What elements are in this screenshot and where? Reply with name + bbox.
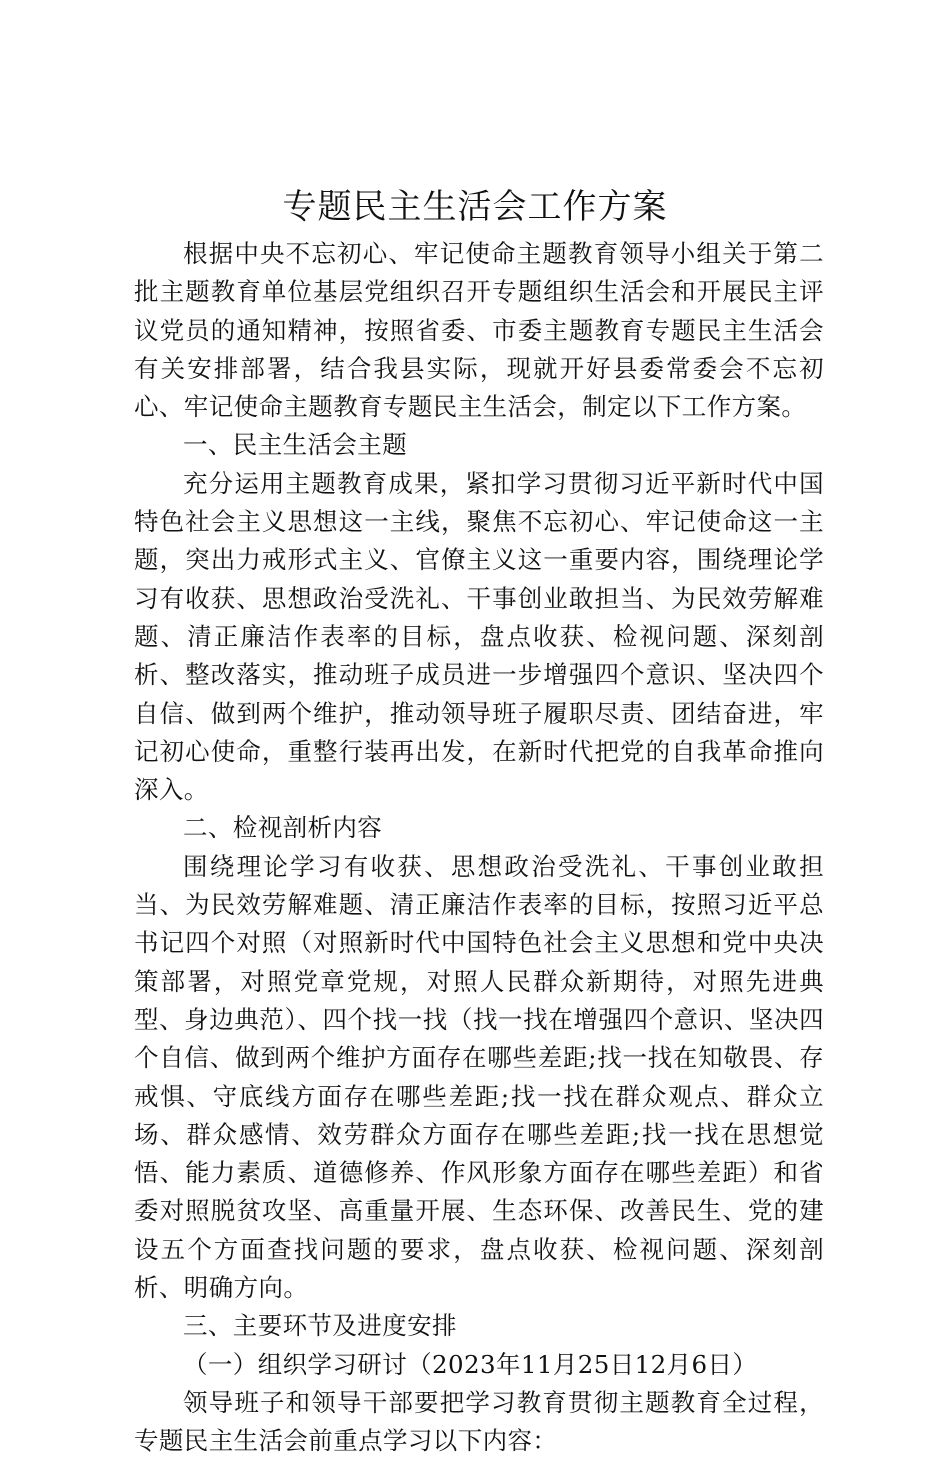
intro-paragraph: 根据中央不忘初心、牢记使命主题教育领导小组关于第二批主题教育单位基层党组织召开专题组织生活会和开展民主评议党员的通知精神，按照省委、市委主题教育专题民主生活会有关安排部署，结合我县实际，现就开好县委常委会不忘初心、牢记使命主题教育专题民主生活会，制定以下工作方案。	[134, 239, 824, 422]
section-heading: 二、检视剖析内容	[183, 813, 383, 843]
section-paragraph: 领导班子和领导干部要把学习教育贯彻主题教育全过程，专题民主生活会前重点学习以下内容：	[134, 1387, 824, 1456]
document-title: 专题民主生活会工作方案	[282, 187, 668, 227]
section-paragraph: 围绕理论学习有收获、思想政治受洗礼、干事创业敢担当、为民效劳解难题、清正廉洁作表率的目标，按照习近平总书记四个对照（对照新时代中国特色社会主义思想和党中央决策部署，对照党章党规，对照人民群众新期待，对照先进典型、身边典范）、四个找一找（找一找在增强四个意识、坚决四个自信、做到两个维护方面存在哪些差距;找一找在知敬畏、存戒惧、守底线方面存在哪些差距;找一找在群众观点、群众立场、群众感情、效劳群众方面存在哪些差距;找一找在思想觉悟、能力素质、道德修养、作风形象方面存在哪些差距）和省委对照脱贫攻坚、高重量开展、生态环保、改善民生、党的建设五个方面查找问题的要求，盘点收获、检视问题、深刻剖析、明确方向。	[134, 851, 824, 1303]
document-body	[134, 235, 824, 1461]
section-paragraph: 充分运用主题教育成果，紧扣学习贯彻习近平新时代中国特色社会主义思想这一主线，聚焦不忘初心、牢记使命这一主题，突出力戒形式主义、官僚主义这一重要内容，围绕理论学习有收获、思想政治受洗礼、干事创业敢担当、为民效劳解难题、清正廉洁作表率的目标，盘点收获、检视问题、深刻剖析、整改落实，推动班子成员进一步增强四个意识、坚决四个自信、做到两个维护，推动领导班子履职尽责、团结奋进，牢记初心使命，重整行装再出发，在新时代把党的自我革命推向深入。	[134, 468, 824, 805]
section-heading: 三、主要环节及进度安排	[183, 1311, 457, 1341]
section-heading: 一、民主生活会主题	[183, 430, 408, 460]
subsection-heading: （一）组织学习研讨（2023年11月25日12月6日）	[183, 1349, 758, 1379]
